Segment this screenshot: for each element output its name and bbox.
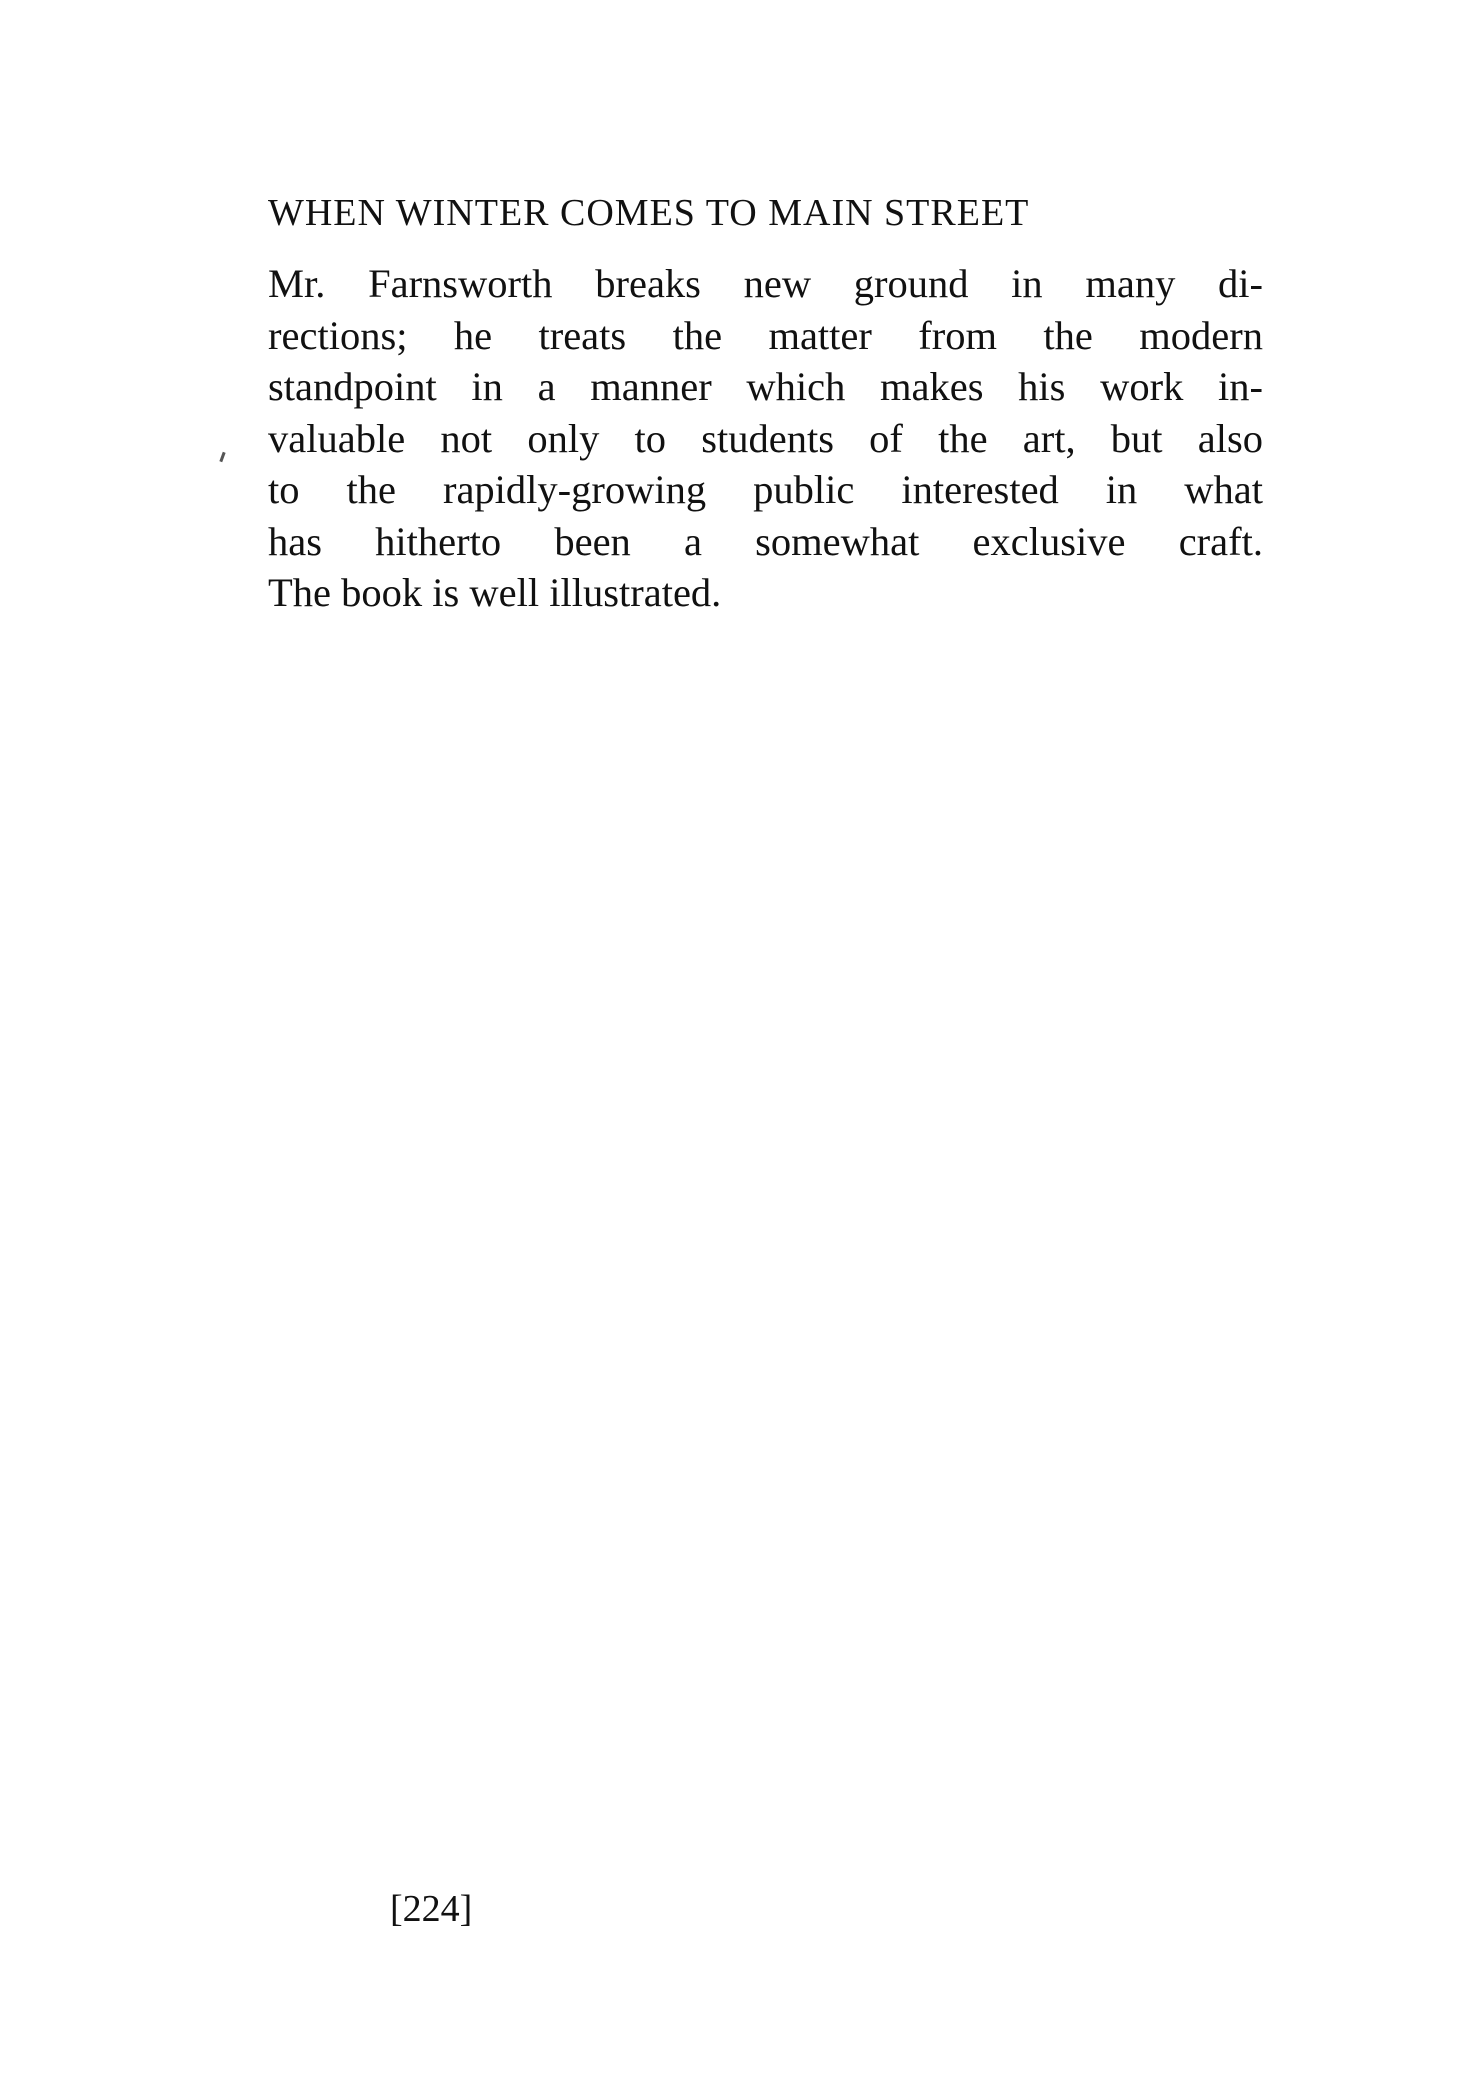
paragraph-line: rections; he treats the matter from the modern	[268, 312, 1263, 358]
paragraph-line: valuable not only to students of the art, but also	[268, 415, 1263, 461]
paragraph-line: to the rapidly-growing public interested in what	[268, 467, 1263, 512]
running-head: WHEN WINTER COMES TO MAIN STREET	[268, 192, 1030, 234]
page-number: [224]	[390, 1888, 473, 1930]
paragraph-line: standpoint in a manner which makes his work in-	[268, 364, 1263, 409]
paragraph-line: Mr. Farnsworth breaks new ground in many di-	[268, 261, 1263, 306]
paragraph-line: has hitherto been a somewhat exclusive craft.	[268, 518, 1263, 564]
margin-mark	[219, 452, 225, 462]
body-paragraph	[268, 258, 1263, 619]
paragraph-line-last: The book is well illustrated.	[268, 570, 722, 615]
